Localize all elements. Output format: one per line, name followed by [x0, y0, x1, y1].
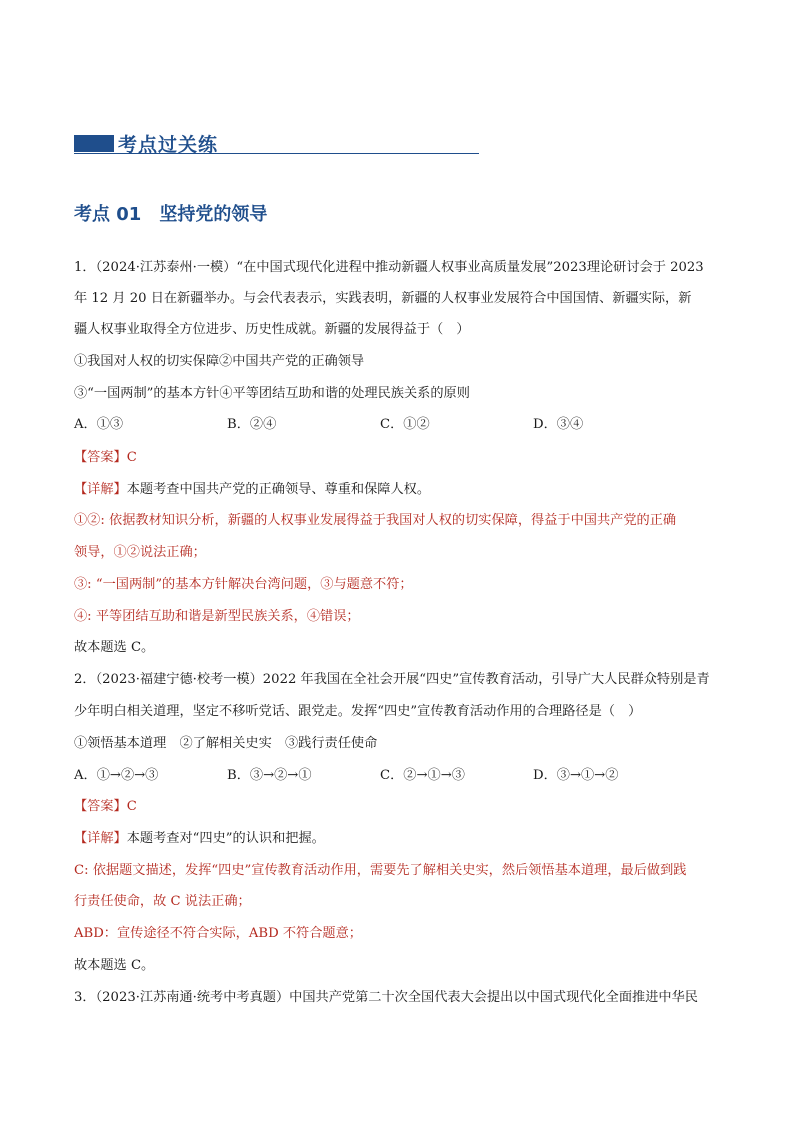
detail-label: 【详解】: [74, 482, 127, 497]
q1-option-d: D．③④: [533, 417, 584, 432]
q1-answer: [74, 448, 724, 468]
detail-text: 本题考查对“四史”的认识和把握。: [126, 831, 325, 846]
q1-stem-line-1: 1．（2024·江苏泰州·一模）“在中国式现代化进程中推动新疆人权事业高质量发展”2023理论研讨会于 2023: [74, 260, 704, 275]
q2-option-b: B．③→②→①: [227, 768, 312, 783]
q2-option-c: C．②→①→③: [380, 768, 465, 783]
header-underline: [74, 153, 479, 154]
q2-option-a: A．①→②→③: [74, 768, 159, 783]
q1-explanation-3: ④: 平等团结互助和谐是新型民族关系，④错误；: [74, 609, 360, 624]
q1-statement-1: ①我国对人权的切实保障②中国共产党的正确领导: [74, 354, 365, 369]
answer-value: C: [126, 450, 137, 465]
answer-label: 【答案】: [74, 799, 127, 814]
q2-detail: [74, 829, 724, 849]
section-title: 考点 01 坚持党的领导: [74, 204, 268, 225]
q1-option-a: A．①③: [74, 417, 124, 432]
page-header-title: 考点过关练: [118, 134, 219, 156]
q2-explanation-1b: 行责任使命，故 C 说法正确；: [74, 894, 251, 909]
answer-value: C: [126, 799, 137, 814]
q2-stem-line-1: 2．（2023·福建宁德·校考一模）2022 年我国在全社会开展“四史”宣传教育活动，引导广大人民群众特别是青: [74, 672, 710, 687]
q1-explanation-1a: ①②: 依据教材知识分析，新疆的人权事业发展得益于我国对人权的切实保障，得益于中国共产党的正确: [74, 513, 677, 528]
header-accent-bar: [74, 135, 114, 152]
q2-explanation-2: ABD：宣传途径不符合实际，ABD 不符合题意；: [74, 926, 362, 941]
q1-stem-line-2: 年 12 月 20 日在新疆举办。与会代表表示，实践表明，新疆的人权事业发展符合中国国情、新疆实际，新: [74, 291, 692, 306]
q1-explanation-1b: 领导，①②说法正确；: [74, 545, 206, 560]
q1-option-c: C．①②: [380, 417, 430, 432]
q2-answer: [74, 797, 724, 817]
q1-conclusion: 故本题选 C。: [74, 640, 155, 655]
q1-option-b: B．②④: [227, 417, 277, 432]
q2-statement-1: ①领悟基本道理 ②了解相关史实 ③践行责任使命: [74, 736, 378, 751]
q2-option-d: D．③→①→②: [533, 768, 619, 783]
q1-statement-2: ③“一国两制”的基本方针④平等团结互助和谐的处理民族关系的原则: [74, 386, 470, 401]
detail-label: 【详解】: [74, 831, 127, 846]
q2-explanation-1a: C: 依据题文描述，发挥“四史”宣传教育活动作用，需要先了解相关史实，然后领悟基本道理，最后做到践: [74, 863, 687, 878]
q1-stem-line-3: 疆人权事业取得全方位进步、历史性成就。新疆的发展得益于（ ）: [74, 322, 470, 337]
q3-stem-line-1: 3．（2023·江苏南通·统考中考真题）中国共产党第二十次全国代表大会提出以中国式现代化全面推进中华民: [74, 990, 698, 1005]
q1-detail: [74, 480, 724, 500]
q1-explanation-2: ③: “一国两制”的基本方针解决台湾问题，③与题意不符；: [74, 577, 413, 592]
q2-conclusion: 故本题选 C。: [74, 958, 155, 973]
q2-stem-line-2: 少年明白相关道理，坚定不移听党话、跟党走。发挥“四史”宣传教育活动作用的合理路径是（ ）: [74, 704, 642, 719]
detail-text: 本题考查中国共产党的正确领导、尊重和保障人权。: [126, 482, 431, 497]
answer-label: 【答案】: [74, 450, 127, 465]
